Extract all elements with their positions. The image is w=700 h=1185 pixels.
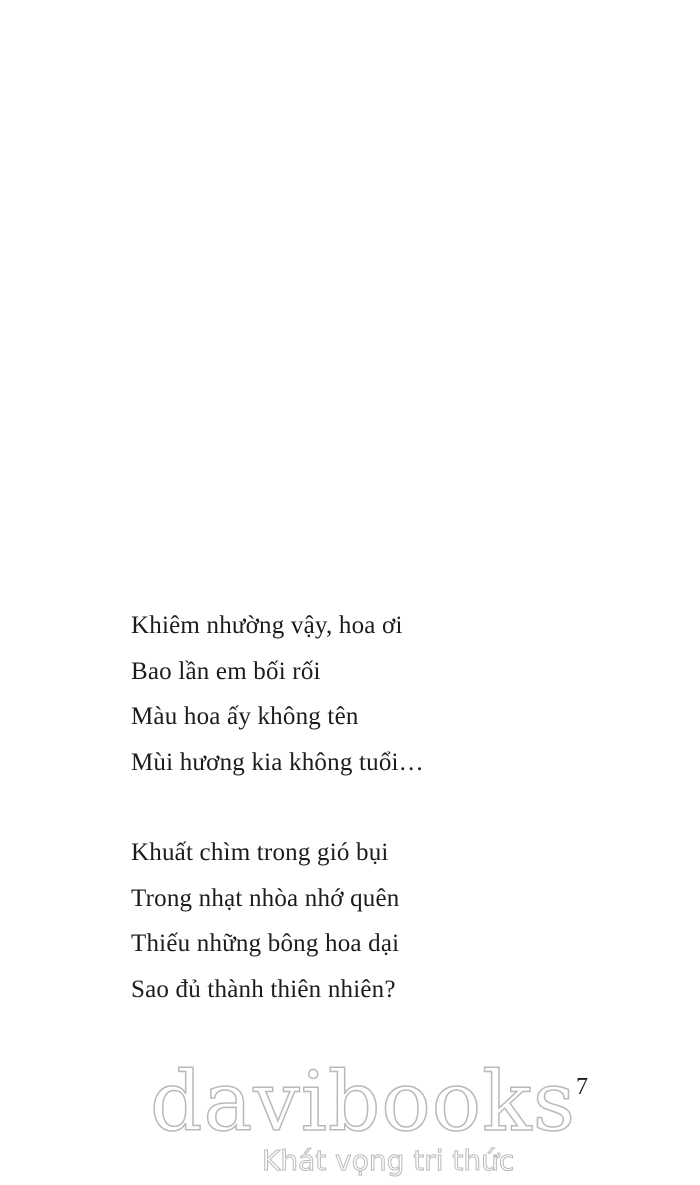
watermark-tagline: Khát vọng tri thức bbox=[262, 1144, 515, 1177]
poem-line: Khiêm nhường vậy, hoa ơi bbox=[131, 612, 403, 639]
poem-line: Trong nhạt nhòa nhớ quên bbox=[131, 884, 400, 912]
page-number: 7 bbox=[576, 1074, 588, 1100]
stanza-2 bbox=[131, 830, 591, 1012]
poem-line: Khuất chìm trong gió bụi bbox=[131, 839, 389, 866]
watermark-brand: davibooks bbox=[150, 1055, 576, 1150]
poem-line: Bao lần em bối rối bbox=[131, 657, 321, 685]
watermark bbox=[150, 1053, 576, 1183]
poem-line: Mùi hương kia không tuổi… bbox=[131, 748, 424, 776]
stanza-1 bbox=[131, 603, 591, 785]
poem-line: Màu hoa ấy không tên bbox=[131, 703, 359, 730]
poem-line: Thiếu những bông hoa dại bbox=[131, 930, 400, 957]
poem-line: Sao đủ thành thiên nhiên? bbox=[131, 975, 396, 1003]
poem bbox=[131, 603, 591, 1057]
